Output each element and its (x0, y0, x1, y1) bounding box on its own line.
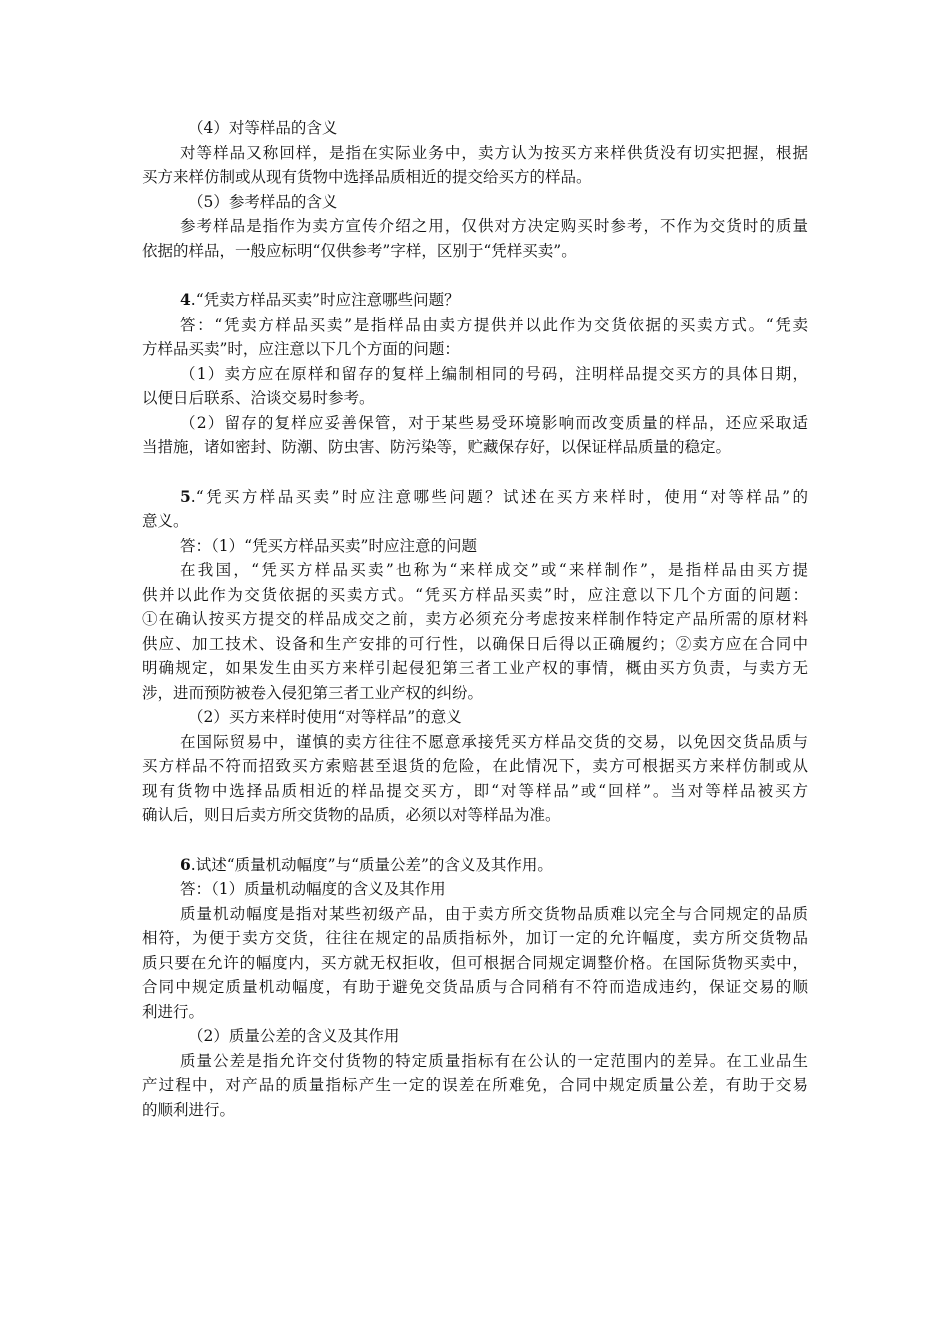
paragraph-line: 产过程中，对产品的质量指标产生一定的误差在所难免，合同中规定质量公差，有助于交易 (142, 1076, 808, 1094)
paragraph-line: 供并以此作为交货依据的买卖方式。“凭买方样品买卖”时，应注意以下几个方面的问题： (142, 585, 808, 604)
paragraph-line: 利进行。 (142, 1002, 205, 1021)
subheading-reciprocal-sample: （4）对等样品的含义 (188, 119, 338, 137)
paragraph-line: 方样品买卖”时，应注意以下几个方面的问题： (142, 340, 460, 358)
paragraph-line: 明确规定，如果发生由买方来样引起侵犯第三者工业产权的事情，概由买方负责，与卖方无 (142, 659, 808, 677)
question-6-title (142, 853, 808, 878)
subheading: （2）买方来样时使用“对等样品”的意义 (188, 708, 462, 726)
paragraph-line: 当措施，诸如密封、防潮、防虫害、防污染等，贮藏保存好，以保证样品质量的稳定。 (142, 438, 732, 456)
subheading-reference-sample: （5）参考样品的含义 (188, 192, 338, 211)
question-text: .“凭卖方样品买卖”时应注意哪些问题？ (190, 291, 460, 309)
paragraph-line: 涉，进而预防被卷入侵犯第三者工业产权的纠纷。 (142, 683, 484, 702)
paragraph-line: 相符，为便于卖方交货，往往在规定的品质指标外，加订一定的允许幅度，卖方所交货物品 (142, 929, 808, 947)
paragraph-line: 对等样品又称回样，是指在实际业务中，卖方认为按买方来样供货没有切实把握，根据 (180, 143, 808, 162)
paragraph-line: 参考样品是指作为卖方宣传介绍之用，仅供对方决定购买时参考，不作为交货时的质量 (180, 217, 808, 235)
paragraph-line: 买方样品不符而招致买方索赔甚至退货的危险，在此情况下，卖方可根据买方来样仿制或从 (142, 757, 808, 775)
paragraph-line: 依据的样品，一般应标明“仅供参考”字样，区别于“凭样买卖”。 (142, 241, 577, 260)
paragraph-line: ①在确认按买方提交的样品成交之前，卖方必须充分考虑按来样制作特定产品所需的原材料 (142, 610, 808, 628)
question-number: 4 (180, 290, 191, 309)
question-text: .试述“质量机动幅度”与“质量公差”的含义及其作用。 (190, 855, 553, 874)
paragraph-line: 质量机动幅度是指对某些初级产品，由于卖方所交货物品质难以完全与合同规定的品质 (180, 904, 808, 923)
paragraph-line: 确认后，则日后卖方所交货物的品质，必须以对等样品为准。 (142, 806, 561, 824)
paragraph-line: 现有货物中选择品质相近的样品提交买方，即“对等样品”或“回样”。当对等样品被买方 (142, 781, 808, 800)
paragraph-line: 的顺利进行。 (142, 1100, 236, 1119)
paragraph-line: 质量公差是指允许交付货物的特定质量指标有在公认的一定范围内的差异。在工业品生 (180, 1051, 808, 1070)
subheading: （2）质量公差的含义及其作用 (188, 1027, 400, 1045)
document-page (142, 116, 808, 1122)
paragraph-line: 在我国，“凭买方样品买卖”也称为“来样成交”或“来样制作”，是指样品由买方提 (180, 561, 808, 579)
paragraph-line: 合同中规定质量机动幅度，有助于避免交货品质与合同稍有不符而造成违约，保证交易的顺 (142, 978, 808, 996)
paragraph-line: 供应、加工技术、设备和生产安排的可行性，以确保日后得以正确履约；②卖方应在合同中 (142, 634, 808, 653)
question-text: .“凭买方样品买卖”时应注意哪些问题？试述在买方来样时，使用“对等样品”的 (190, 487, 808, 506)
question-5-title (142, 485, 808, 510)
paragraph-line: 答：（1）质量机动幅度的含义及其作用 (180, 880, 446, 898)
paragraph-line: 买方来样仿制或从现有货物中选择品质相近的提交给买方的样品。 (142, 168, 592, 186)
paragraph-line: （2）留存的复样应妥善保管，对于某些易受环境影响而改变质量的样品，还应采取适 (180, 413, 808, 432)
paragraph-line: 在国际贸易中，谨慎的卖方往往不愿意承接凭买方样品交货的交易，以免因交货品质与 (180, 732, 808, 751)
question-number: 6 (180, 854, 191, 874)
paragraph-line: 以便日后联系、洽谈交易时参考。 (142, 389, 375, 407)
question-4-title (142, 288, 808, 313)
paragraph-line: 质只要在允许的幅度内，买方就无权拒收，但可根据合同规定调整价格。在国际货物买卖中， (142, 953, 808, 972)
question-5-title-cont: 意义。 (142, 512, 189, 530)
paragraph-line: 答：“凭卖方样品买卖”是指样品由卖方提供并以此作为交货依据的买卖方式。“凭卖 (180, 315, 808, 334)
paragraph-line: 答：（1）“凭买方样品买卖”时应注意的问题 (180, 536, 477, 555)
question-number: 5 (180, 486, 191, 506)
paragraph-line: （1）卖方应在原样和留存的复样上编制相同的号码，注明样品提交买方的具体日期， (180, 364, 808, 383)
